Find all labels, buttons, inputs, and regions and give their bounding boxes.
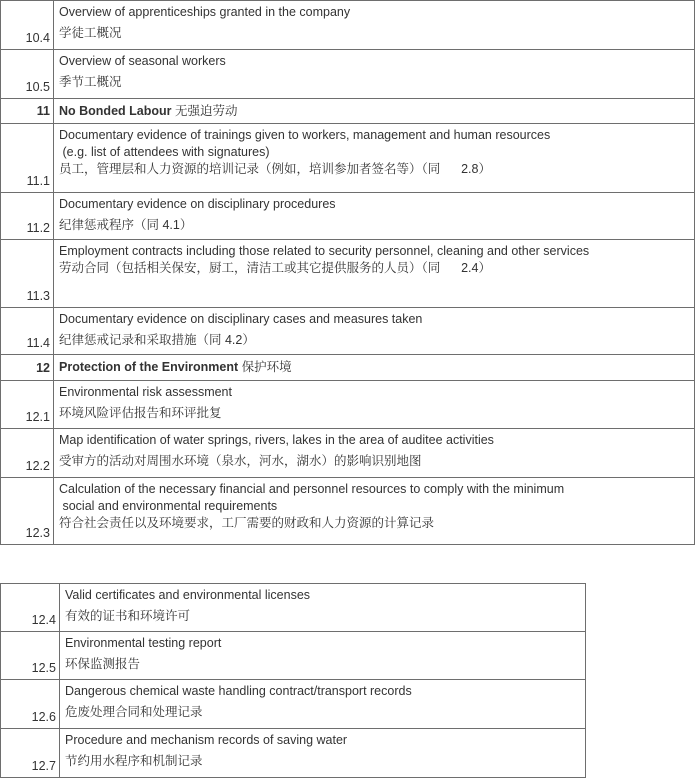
table-row [1, 478, 695, 545]
row-description [60, 680, 586, 729]
row-number: 10.5 [1, 50, 54, 99]
row-number: 12.7 [1, 729, 60, 778]
table-row [1, 680, 586, 729]
row-description [54, 308, 695, 355]
table-row [1, 240, 695, 308]
description-en: Documentary evidence on disciplinary procedures [59, 197, 336, 211]
description-en: Environmental risk assessment [59, 385, 232, 399]
table-row [1, 429, 695, 478]
description-zh: 受审方的活动对周围水环境（泉水，河水，湖水）的影响识别地图 [59, 454, 422, 468]
checklist-table-bottom [0, 583, 586, 778]
row-description [60, 584, 586, 632]
description-en: Procedure and mechanism records of saving water [65, 733, 348, 747]
row-description [54, 50, 695, 99]
description-en: Valid certificates and environmental licenses [65, 588, 311, 602]
table-row [1, 632, 586, 680]
row-number: 11.1 [1, 124, 54, 193]
section-title-zh: 保护环境 [241, 360, 292, 374]
table-row [1, 381, 695, 429]
row-description [54, 193, 695, 240]
description-zh: 纪律惩戒程序（同 4.1） [59, 218, 193, 232]
row-description [54, 478, 695, 545]
row-number: 12.2 [1, 429, 54, 478]
row-description [54, 381, 695, 429]
row-description [54, 240, 695, 308]
row-number: 12.1 [1, 381, 54, 429]
description-en: Documentary evidence of trainings given to workers, management and human resources (e.g. list of attendees with signatures) [59, 128, 551, 159]
row-description [54, 429, 695, 478]
section-title-en: No Bonded Labour [59, 103, 172, 118]
row-number: 11.4 [1, 308, 54, 355]
section-number: 12 [1, 355, 54, 381]
description-zh: 环境风险评估报告和环评批复 [59, 406, 222, 420]
table-row [1, 729, 586, 778]
row-description [54, 124, 695, 193]
section-header-row [1, 355, 695, 381]
section-number: 11 [1, 99, 54, 124]
row-number: 10.4 [1, 1, 54, 50]
description-zh: 环保监测报告 [65, 657, 141, 671]
description-zh: 纪律惩戒记录和采取措施（同 4.2） [59, 333, 255, 347]
description-zh: 危废处理合同和处理记录 [65, 705, 203, 719]
description-zh: 学徒工概况 [59, 26, 122, 40]
row-number: 12.5 [1, 632, 60, 680]
row-number: 12.3 [1, 478, 54, 545]
description-zh: 有效的证书和环境许可 [65, 609, 191, 623]
table-row [1, 124, 695, 193]
description-en: Map identification of water springs, rivers, lakes in the area of auditee activities [59, 433, 494, 447]
section-header-row [1, 99, 695, 124]
description-en: Dangerous chemical waste handling contract/transport records [65, 684, 412, 698]
description-zh: 员工，管理层和人力资源的培训记录（例如，培训参加者签名等）（同 2.8） [59, 162, 491, 176]
row-number: 11.3 [1, 240, 54, 308]
description-zh: 劳动合同（包括相关保安，厨工，清洁工或其它提供服务的人员）（同 2.4） [59, 261, 491, 275]
description-en: Documentary evidence on disciplinary cases and measures taken [59, 312, 423, 326]
description-zh: 季节工概况 [59, 75, 122, 89]
section-title [54, 355, 695, 381]
section-title [54, 99, 695, 124]
row-description [54, 1, 695, 50]
section-title-en: Protection of the Environment [59, 360, 239, 374]
description-en: Overview of apprenticeships granted in the company [59, 5, 351, 19]
section-title-zh: 无强迫劳动 [174, 103, 238, 118]
description-en: Environmental testing report [65, 636, 222, 650]
row-description [60, 632, 586, 680]
table-row [1, 1, 695, 50]
table-row [1, 584, 586, 632]
row-description [60, 729, 586, 778]
row-number: 11.2 [1, 193, 54, 240]
table-row [1, 193, 695, 240]
description-en: Calculation of the necessary financial and personnel resources to comply with the minimum social and environmental requirements [59, 482, 565, 513]
description-en: Employment contracts including those related to security personnel, cleaning and other services [59, 244, 590, 258]
description-en: Overview of seasonal workers [59, 54, 226, 68]
row-number: 12.4 [1, 584, 60, 632]
table-row [1, 308, 695, 355]
description-zh: 符合社会责任以及环境要求，工厂需要的财政和人力资源的计算记录 [59, 516, 435, 530]
description-zh: 节约用水程序和机制记录 [65, 754, 203, 768]
table-row [1, 50, 695, 99]
row-number: 12.6 [1, 680, 60, 729]
